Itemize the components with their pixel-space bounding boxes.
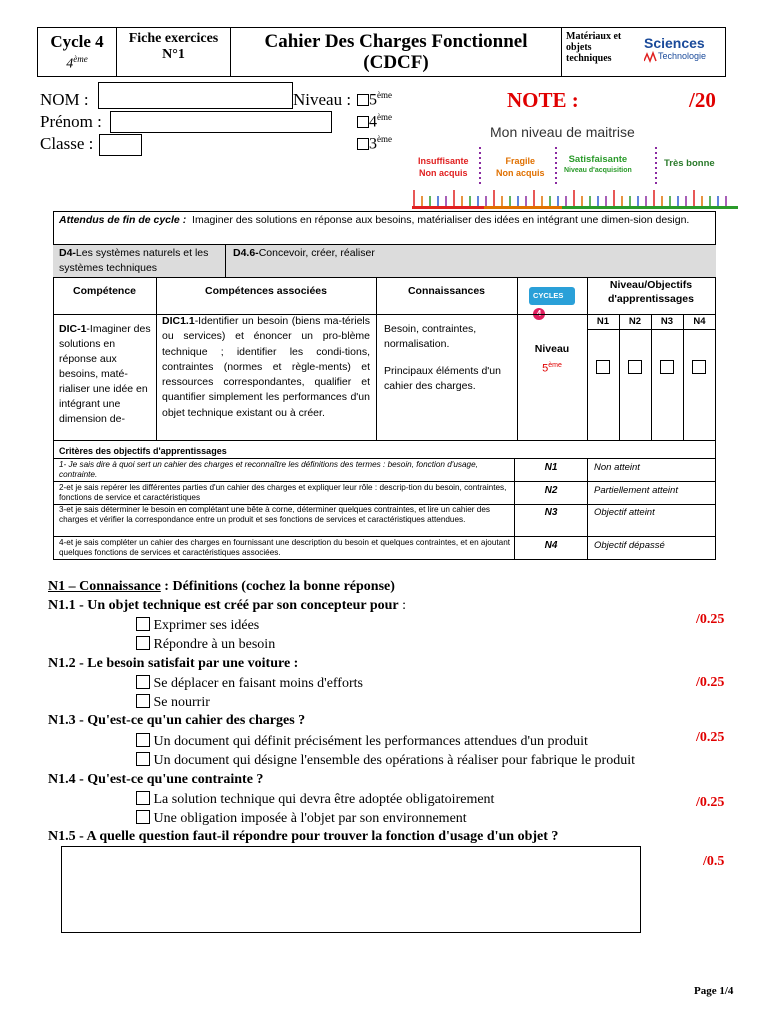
level-header-n1: N1	[596, 316, 610, 327]
q3-points: /0.25	[696, 730, 725, 745]
domain-text: D4-Les systèmes naturels et les systèmes techniques	[59, 247, 209, 274]
q4-option-1: La solution technique qui devra être adoptée obligatoirement	[136, 791, 494, 808]
associee-text: DIC1.1-Identifier un besoin (biens ma-tériels ou services) et énoncer un pro-blème technique ; identifier les condi-tions, contraintes (normes et règle-ments) et ressources correspondantes, qualifier et quantifier simplement les performances d'un objet technique existant ou à créer.	[162, 315, 370, 419]
competence-text: DIC-1-Imaginer des solutions en réponse aux besoins, maté-rialiser une idée en intégrant une dimension de-	[59, 323, 151, 425]
q1-option-2: Répondre à un besoin	[136, 636, 275, 653]
criteria-row-4-text: 4-et je sais compléter un cahier des charges en fournissant une description du besoin et quelques contraintes, et en ajoutant quelques fonctions de services et caractéristiques associées.	[59, 538, 511, 557]
criteria-row-2-status: Partiellement atteint	[594, 485, 678, 496]
q4-checkbox-1[interactable]	[136, 791, 150, 805]
mastery-title: Mon niveau de maitrise	[490, 124, 635, 140]
note-total: /20	[689, 88, 716, 112]
level-checkbox-n3[interactable]	[660, 360, 674, 374]
section-title: N1 – Connaissance : Définitions (cochez la bonne réponse)	[48, 579, 395, 594]
prenom-label: Prénom :	[40, 112, 102, 131]
mastery-level-tres-bonne: Très bonne	[664, 158, 715, 169]
page-subtitle: (CDCF)	[363, 52, 429, 73]
fiche-number: N°1	[162, 47, 185, 62]
fiche-label: Fiche exercices	[128, 31, 219, 46]
q2-checkbox-1[interactable]	[136, 675, 150, 689]
q2-checkbox-2[interactable]	[136, 694, 150, 708]
niveau-option-3: 3ème	[357, 134, 392, 153]
page-number: Page 1/4	[694, 985, 734, 997]
q3-option-1: Un document qui définit précisément les performances attendues d'un produit	[136, 733, 588, 750]
question-n1-3: N1.3 - Qu'est-ce qu'un cahier des charges ?	[48, 713, 306, 728]
question-n1-1: N1.1 - Un objet technique est créé par son concepteur pour :	[48, 598, 407, 613]
criteria-row-1-level: N1	[544, 462, 558, 473]
q4-checkbox-2[interactable]	[136, 810, 150, 824]
q2-points: /0.25	[696, 675, 725, 690]
q1-checkbox-2[interactable]	[136, 636, 150, 650]
page-title: Cahier Des Charges Fonctionnel	[264, 31, 528, 52]
q3-checkbox-1[interactable]	[136, 733, 150, 747]
header-niveau-objectifs: Niveau/Objectifs d'apprentissages	[608, 279, 694, 305]
mastery-level-satisfaisante: Satisfaisante Niveau d'acquisition	[564, 154, 632, 174]
criteria-title: Critères des objectifs d'apprentissages	[59, 446, 227, 456]
header-associees: Compétences associées	[205, 285, 327, 297]
classe-field[interactable]	[99, 134, 142, 156]
subdomain-text: D4.6-Concevoir, créer, réaliser	[233, 247, 375, 259]
criteria-row-4-level: N4	[544, 540, 558, 551]
criteria-row-3-text: 3-et je sais déterminer le besoin en complétant une bête à corne, déterminer quelques contraintes, et lire un cahier des charges et vérifier la correspondance entre un produit et ses fonctions de services et caractéristiques attendues.	[59, 505, 491, 524]
title-cell	[231, 28, 562, 76]
question-n1-2: N1.2 - Le besoin satisfait par une voiture :	[48, 656, 299, 671]
nom-label: NOM :	[40, 90, 89, 109]
criteria-row-1-text: 1- Je sais dire à quoi sert un cahier des charges et reconnaître les définitions des termes : besoin, fonction d'usage, contrainte.	[59, 460, 478, 479]
criteria-row-3-status: Objectif atteint	[594, 507, 655, 518]
level-checkbox-n1[interactable]	[596, 360, 610, 374]
level-checkbox-n2[interactable]	[628, 360, 642, 374]
q1-checkbox-1[interactable]	[136, 617, 150, 631]
logo-wave-icon	[644, 51, 658, 63]
niveau-checkbox-3[interactable]	[357, 138, 369, 150]
cycle-label: Cycle 4	[50, 32, 104, 51]
question-n1-5: N1.5 - A quelle question faut-il répondre pour trouver la fonction d'usage d'un objet ?	[48, 829, 559, 844]
q5-points: /0.5	[703, 854, 725, 869]
subject-cell	[562, 28, 726, 76]
niveau-option-4: 4ème	[357, 112, 392, 131]
q5-answer-box[interactable]	[61, 846, 641, 933]
cycle-cell	[38, 28, 117, 76]
cycle-level: 4ème	[66, 54, 88, 72]
level-checkbox-n4[interactable]	[692, 360, 706, 374]
level-header-n3: N3	[660, 316, 674, 327]
sciences-technologie-logo: Sciences Technologie	[644, 35, 707, 61]
mastery-ruler-icon	[408, 142, 738, 210]
header-competence: Compétence	[72, 285, 136, 297]
q1-points: /0.25	[696, 612, 725, 627]
q2-option-2: Se nourrir	[136, 694, 210, 711]
niveau-checkbox-4[interactable]	[357, 116, 369, 128]
connaissances-text: Besoin, contraintes, normalisation. Principaux éléments d'un cahier des charges.	[384, 323, 501, 392]
q3-checkbox-2[interactable]	[136, 752, 150, 766]
level-header-n2: N2	[628, 316, 642, 327]
niveau-option-5: 5ème	[357, 90, 392, 109]
niveau-label-cell: Niveau	[534, 343, 570, 355]
mastery-level-insuffisante: Insuffisante Non acquis	[418, 156, 469, 178]
criteria-row-2-text: 2-et je sais repérer les différentes parties d'un cahier des charges et expliquer leur rôle : descrip-tion du besoin, contraintes, fonctions de service et caractéristiques	[59, 483, 507, 502]
question-n1-4: N1.4 - Qu'est-ce qu'une contrainte ?	[48, 772, 264, 787]
criteria-row-4-status: Objectif dépassé	[594, 540, 665, 551]
niveau-value-cell: 5ème	[542, 362, 562, 375]
mastery-level-fragile: Fragile Non acquis	[496, 156, 545, 178]
attendus-text: Attendus de fin de cycle : Imaginer des solutions en réponse aux besoins, matérialiser des idées en intégrant une dimen-sion design.	[59, 214, 690, 226]
header-connaissances: Connaissances	[407, 285, 486, 297]
q4-points: /0.25	[696, 795, 725, 810]
criteria-row-3-level: N3	[544, 507, 558, 518]
header-table	[37, 27, 726, 77]
cycles-4-badge: CYCLES	[529, 287, 575, 305]
niveau-label: Niveau :	[293, 90, 352, 109]
classe-label: Classe :	[40, 134, 94, 153]
note-label: NOTE :	[507, 88, 579, 112]
subject-label: Matériaux et objets techniques	[566, 31, 622, 64]
fiche-cell	[117, 28, 231, 76]
mastery-scale	[408, 122, 738, 210]
prenom-field[interactable]	[110, 111, 332, 133]
criteria-row-1-status: Non atteint	[594, 462, 640, 473]
competence-table	[53, 211, 716, 560]
criteria-row-2-level: N2	[544, 485, 558, 496]
level-header-n4: N4	[693, 316, 706, 327]
q4-option-2: Une obligation imposée à l'objet par son environnement	[136, 810, 467, 827]
nom-field[interactable]	[98, 82, 293, 109]
q1-option-1: Exprimer ses idées	[136, 617, 259, 634]
q2-option-1: Se déplacer en faisant moins d'efforts	[136, 675, 363, 692]
niveau-checkbox-5[interactable]	[357, 94, 369, 106]
q3-option-2: Un document qui désigne l'ensemble des opérations à réaliser pour fabrique le produit	[136, 752, 635, 769]
